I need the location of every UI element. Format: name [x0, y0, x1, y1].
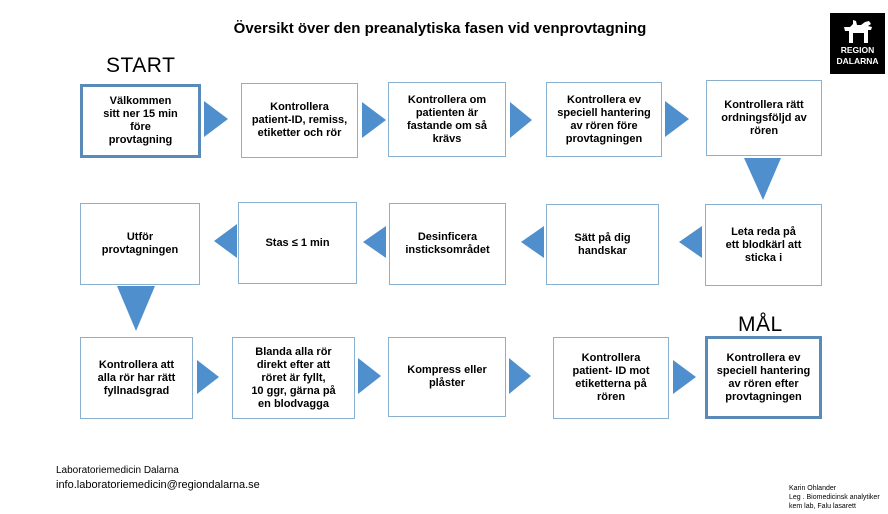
arrow-right-5 [197, 360, 219, 394]
step-text: Kontrollera patient- ID mot etiketterna på rören [572, 352, 650, 403]
footer-email[interactable]: info.laboratoriemedicin@regiondalarna.se [56, 479, 260, 491]
step-text: Desinficera insticksområdet [405, 231, 490, 256]
step-text: Utför provtagningen [101, 231, 179, 256]
step-text: Kompress eller plåster [407, 364, 487, 389]
arrow-right-8 [673, 360, 696, 394]
step-text: Stas ≤ 1 min [265, 236, 330, 249]
step-text: Sätt på dig handskar [574, 231, 631, 257]
arrow-left-1 [679, 226, 702, 258]
arrow-down-1 [744, 158, 781, 200]
arrow-down-2 [117, 286, 155, 331]
step-text: Kontrollera att alla rör har rätt fyllnadsgrad [97, 358, 176, 397]
step-text: Kontrollera om patienten är fastande om så krävs [406, 93, 488, 145]
arrow-right-7 [509, 358, 531, 394]
step-text: Välkommen sitt ner 15 min före provtagning [103, 95, 178, 146]
author-role: Leg . Biomedicinsk analytiker [789, 494, 880, 501]
footer-org: Laboratoriemedicin Dalarna [56, 465, 179, 476]
step-text: Kontrollera ev speciell hantering av rören efter provtagningen [716, 351, 811, 403]
author-block [789, 484, 880, 511]
arrow-right-1 [204, 101, 228, 137]
step-text: Kontrollera ev speciell hantering av rören före provtagningen [557, 93, 651, 145]
step-text: Kontrollera rätt ordningsföljd av rören [721, 98, 807, 137]
arrow-right-4 [665, 101, 689, 137]
footer-contact [56, 464, 260, 492]
start-label: START [106, 54, 176, 77]
arrow-left-2 [521, 226, 544, 258]
arrow-right-6 [358, 358, 381, 394]
author-place: kem lab, Falu lasarett [789, 503, 856, 510]
step-text: Kontrollera patient-ID, remiss, etiketter och rör [251, 101, 348, 139]
arrow-right-3 [510, 102, 532, 138]
step-text: Blanda alla rör direkt efter att röret är fyllt, 10 ggr, gärna på en blodvagga [251, 345, 336, 410]
logo-text-region: REGION [840, 45, 875, 55]
step-text: Leta reda på ett blodkärl att sticka i [725, 225, 802, 264]
author-name: Karin Ohlander [789, 485, 837, 492]
arrow-left-4 [214, 224, 237, 258]
goal-label: MÅL [738, 313, 783, 336]
logo-text-dalarna: DALARNA [836, 56, 879, 66]
page-title: Översikt över den preanalytiska fasen vid venprovtagning [233, 20, 647, 37]
arrow-right-2 [362, 102, 386, 138]
arrow-left-3 [363, 226, 386, 258]
